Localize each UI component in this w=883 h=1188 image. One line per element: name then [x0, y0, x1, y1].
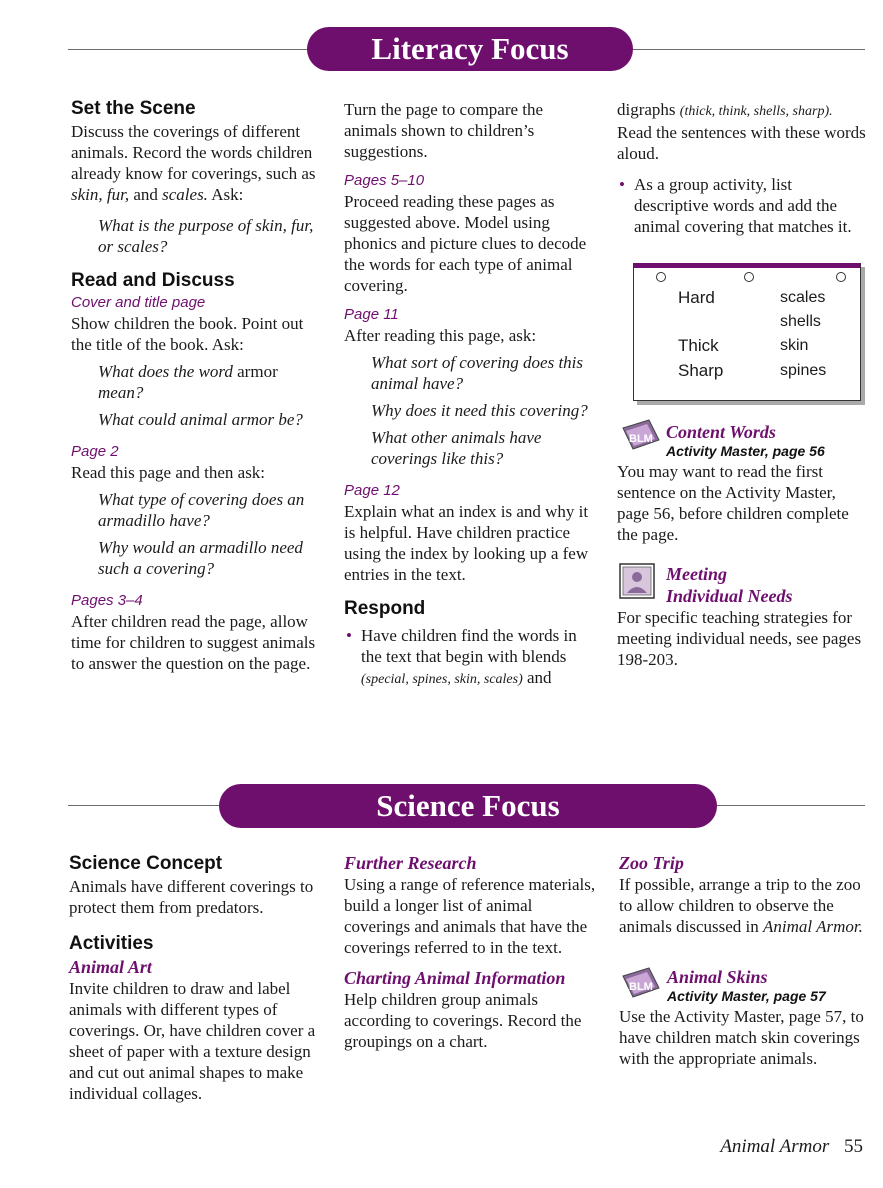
page-2-subheading: Page 2	[71, 443, 119, 460]
meeting-needs-text: For specific teaching strategies for meeting individual needs, see pages 198-203.	[617, 608, 862, 669]
respond-heading: Respond	[344, 598, 426, 619]
footer-book-title: Animal Armor	[720, 1136, 830, 1157]
page-11-question-1: What sort of covering does this animal have?	[371, 353, 584, 393]
meeting-needs-feature	[617, 563, 867, 670]
page-2-question-2: Why would an armadillo need such a covering?	[98, 538, 303, 578]
zoo-trip-title: Zoo Trip	[619, 853, 684, 873]
wordbox-left-word: Thick	[678, 336, 719, 355]
pages-3-4-subheading: Pages 3–4	[71, 592, 143, 609]
set-the-scene-text: Discuss the coverings of different animals. Record the words children already know for coverings, such as skin, fur, and scales. Ask:	[71, 122, 316, 204]
page-11-subheading: Page 11	[344, 306, 399, 323]
cover-question-2: What could animal armor be?	[98, 410, 303, 429]
cover-title-subheading: Cover and title page	[71, 294, 206, 311]
animal-skins-feature	[619, 966, 869, 1069]
charting-animal-information-title: Charting Animal Information	[344, 968, 566, 988]
literacy-banner-rule-left	[68, 49, 308, 50]
pages-3-4-text: After children read the page, allow time for children to suggest animals to answer the question on the page.	[71, 612, 316, 673]
content-words-feature	[617, 421, 867, 545]
science-column-2	[344, 852, 599, 1052]
page-12-subheading: Page 12	[344, 482, 400, 499]
literacy-focus-banner: Literacy Focus	[307, 27, 633, 71]
meeting-needs-title-line2: Individual Needs	[666, 586, 793, 606]
page-11-question-3: What other animals have coverings like this?	[371, 428, 542, 468]
group-activity-bullet: • As a group activity, list descriptive words and add the animal covering that matches it.	[617, 174, 867, 237]
science-focus-banner: Science Focus	[219, 784, 717, 828]
literacy-column-2	[344, 99, 594, 690]
scene-question: What is the purpose of skin, fur, or scales?	[98, 216, 314, 256]
compare-text: Turn the page to compare the animals shown to children’s suggestions.	[344, 100, 544, 161]
literacy-column-1	[71, 97, 321, 674]
pages-5-10-subheading: Pages 5–10	[344, 172, 425, 189]
science-column-1	[69, 852, 324, 1104]
page-2-question-1: What type of covering does an armadillo have?	[98, 490, 305, 530]
wordbox-right-word: skin	[780, 337, 809, 354]
page-11-text: After reading this page, ask:	[344, 326, 537, 345]
word-list-box	[633, 263, 861, 401]
science-column-3	[619, 852, 869, 937]
footer-page-number: 55	[844, 1136, 863, 1157]
content-words-text: You may want to read the first sentence on the Activity Master, page 56, before children complete the page.	[617, 462, 849, 544]
binder-ring-icon	[656, 272, 666, 282]
activities-heading: Activities	[69, 933, 154, 954]
page-2-text: Read this page and then ask:	[71, 463, 266, 482]
animal-art-text: Invite children to draw and label animals with different types of coverings. Or, have children cover a sheet of paper with a texture design and cut out animal shapes to make individual collages.	[69, 979, 316, 1103]
science-banner-rule-right	[716, 805, 865, 806]
page-11-question-2: Why does it need this covering?	[371, 401, 588, 420]
literacy-banner-rule-right	[632, 49, 865, 50]
binder-ring-icon	[836, 272, 846, 282]
further-research-text: Using a range of reference materials, build a longer list of animal coverings and animals that have the coverings referred to in the text.	[344, 875, 596, 957]
animal-skins-text: Use the Activity Master, page 57, to have children match skin coverings with the appropriate animals.	[619, 1007, 864, 1068]
set-the-scene-heading: Set the Scene	[71, 98, 196, 119]
wordbox-right-word: spines	[780, 362, 827, 379]
page-footer	[720, 1136, 863, 1158]
wordbox-left-word: Hard	[678, 288, 715, 307]
meeting-needs-title-line1: Meeting	[666, 564, 727, 584]
zoo-trip-text: If possible, arrange a trip to the zoo to allow children to observe the animals discussed in Animal Armor.	[619, 875, 863, 936]
blm-badge-text: BLM	[629, 981, 653, 993]
read-and-discuss-heading: Read and Discuss	[71, 270, 235, 291]
animal-art-title: Animal Art	[69, 957, 152, 977]
wordbox-right-word: shells	[780, 313, 821, 330]
blm-badge-text: BLM	[629, 433, 653, 445]
digraphs-text: digraphs (thick, think, shells, sharp). Read the sentences with these words aloud.	[617, 100, 866, 163]
wordbox-right-word: scales	[780, 289, 826, 306]
further-research-title: Further Research	[344, 853, 477, 873]
content-words-title: Content Words	[666, 422, 776, 442]
science-concept-text: Animals have different coverings to protect them from predators.	[69, 877, 314, 917]
animal-skins-title: Animal Skins	[667, 967, 768, 987]
science-banner-rule-left	[68, 805, 220, 806]
content-words-reference: Activity Master, page 56	[666, 443, 825, 459]
animal-skins-reference: Activity Master, page 57	[667, 988, 826, 1004]
pages-5-10-text: Proceed reading these pages as suggested above. Model using phonics and picture clues to decode the words for each type of animal covering.	[344, 192, 587, 295]
binder-ring-icon	[744, 272, 754, 282]
page-12-text: Explain what an index is and why it is helpful. Have children practice using the index by looking up a few entries in the text.	[344, 502, 589, 584]
respond-bullet: • Have children find the words in the text that begin with blends (special, spines, skin, scales) and	[344, 625, 594, 690]
cover-text: Show children the book. Point out the title of the book. Ask:	[71, 314, 304, 354]
science-concept-heading: Science Concept	[69, 853, 223, 874]
cover-question-1: What does the word armor mean?	[98, 362, 278, 402]
literacy-column-3	[617, 99, 867, 237]
charting-animal-information-text: Help children group animals according to coverings. Record the groupings on a chart.	[344, 990, 582, 1051]
wordbox-left-word: Sharp	[678, 361, 724, 380]
